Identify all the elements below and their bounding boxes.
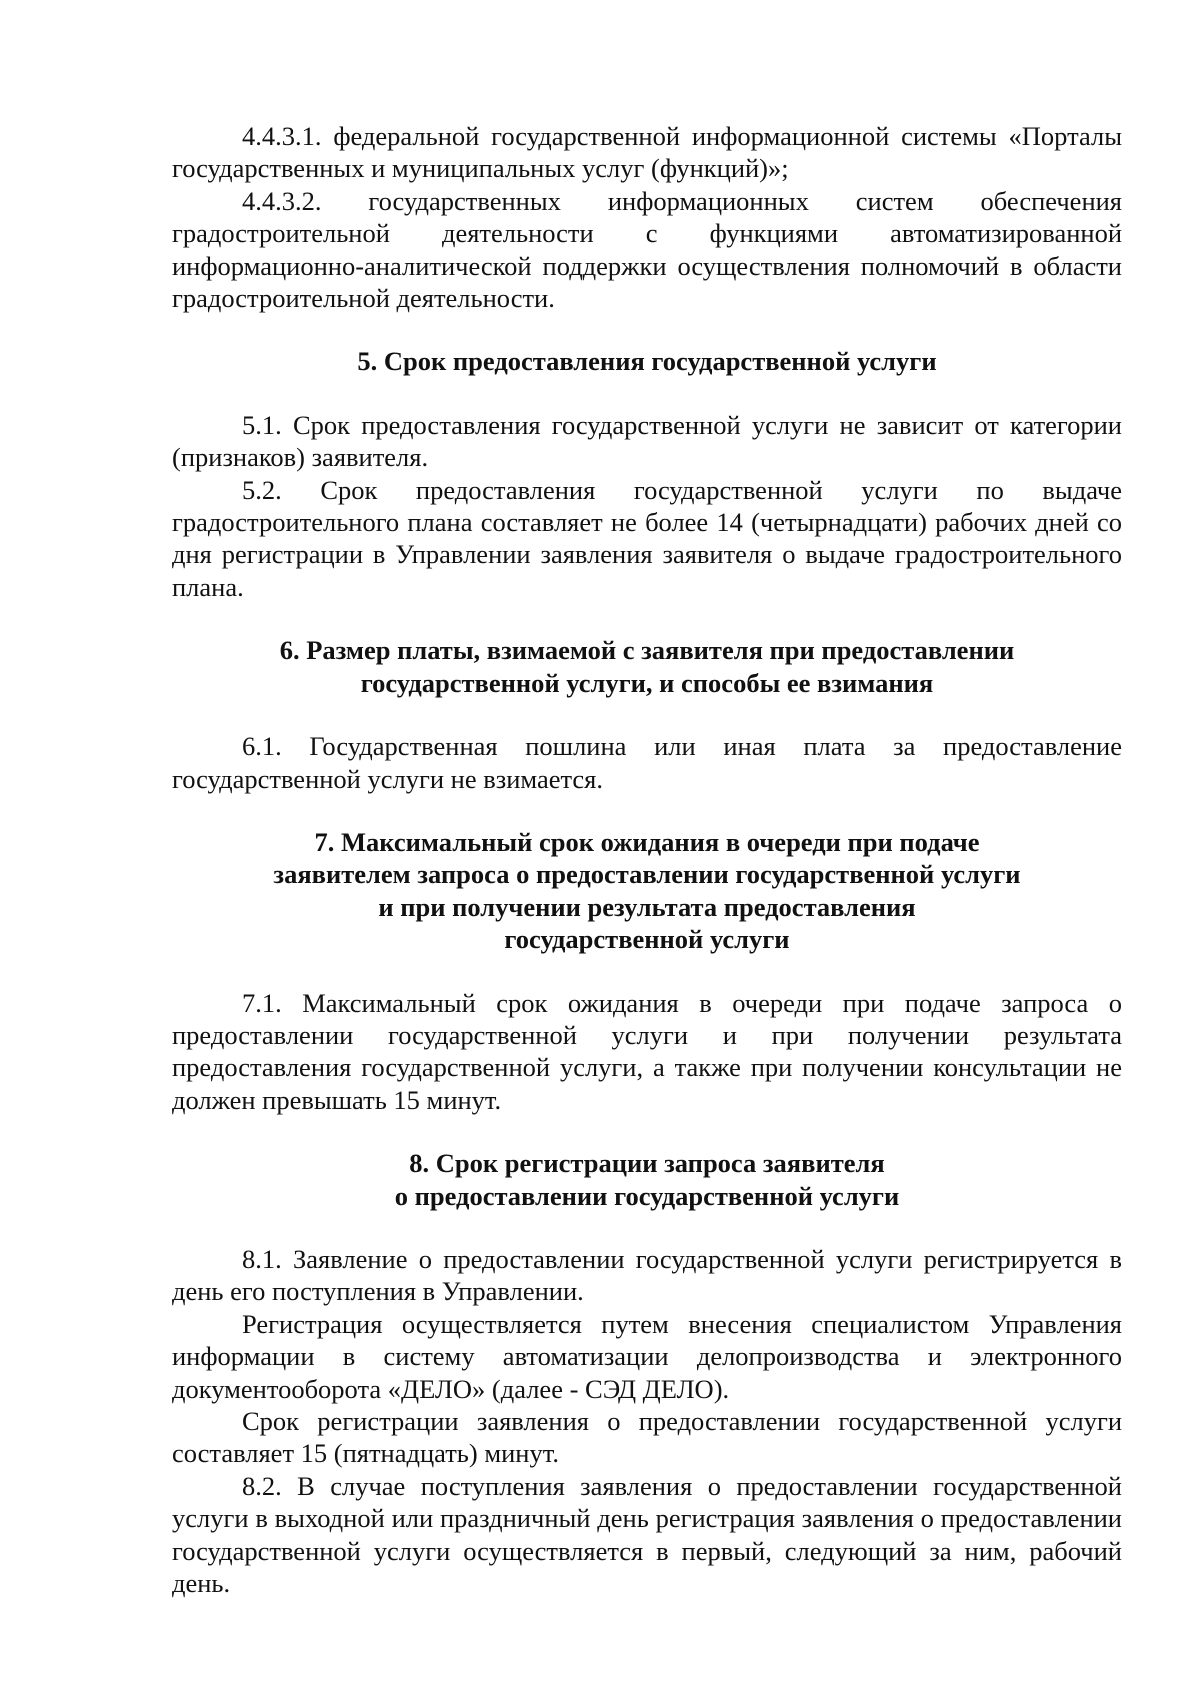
paragraph: 4.4.3.2. государственных информационных систем обеспечения градостроительной деятельности с функциями автоматизированной информационно-аналитической поддержки осуществления полномочий в области градостроительной деятельности.	[172, 185, 1122, 314]
section-heading	[172, 1147, 1122, 1212]
heading-line: государственной услуги, и способы ее взимания	[360, 667, 934, 698]
paragraph: 5.2. Срок предоставления государственной услуги по выдаче градостроительного плана составляет не более 14 (четырнадцати) рабочих дней со дня регистрации в Управлении заявления заявителя о выдаче градостроительного плана.	[172, 474, 1122, 602]
heading-line: о предоставлении государственной услуги	[394, 1180, 900, 1211]
heading-line: 6. Размер платы, взимаемой с заявителя при предоставлении	[279, 635, 1015, 666]
heading-line: 8. Срок регистрации запроса заявителя	[409, 1148, 885, 1179]
section-heading	[172, 345, 1122, 377]
paragraph: 7.1. Максимальный срок ожидания в очереди при подаче запроса о предоставлении государственной услуги и при получении результата предоставления государственной услуги, а также при получении консультации не должен превышать 15 минут.	[172, 987, 1122, 1115]
section-heading	[172, 634, 1122, 699]
paragraph: Срок регистрации заявления о предоставлении государственной услуги составляет 15 (пятнадцать) минут.	[172, 1406, 1122, 1469]
heading-line: заявителем запроса о предоставлении государственной услуги	[273, 859, 1021, 890]
paragraph: 4.4.3.1. федеральной государственной информационной системы «Порталы государственных и муниципальных услуг (функций)»;	[172, 121, 1122, 184]
paragraph: 6.1. Государственная пошлина или иная плата за предоставление государственной услуги не взимается.	[172, 731, 1122, 794]
paragraph: Регистрация осуществляется путем внесения специалистом Управления информации в систему автоматизации делопроизводства и электронного документооборота «ДЕЛО» (далее - СЭД ДЕЛО).	[172, 1308, 1122, 1404]
heading-line: государственной услуги	[504, 924, 790, 955]
heading-line: 5. Срок предоставления государственной услуги	[357, 346, 937, 377]
section-heading	[172, 826, 1122, 956]
paragraph: 8.2. В случае поступления заявления о предоставлении государственной услуги в выходной или праздничный день регистрация заявления о предоставлении государственной услуги осуществляется в первый, следующий за ним, рабочий день.	[172, 1470, 1122, 1599]
heading-line: 7. Максимальный срок ожидания в очереди при подаче	[314, 826, 980, 857]
document-page	[172, 120, 1122, 1599]
paragraph: 5.1. Срок предоставления государственной услуги не зависит от категории (признаков) заявителя.	[172, 409, 1122, 473]
paragraph: 8.1. Заявление о предоставлении государственной услуги регистрируется в день его поступления в Управлении.	[172, 1243, 1122, 1307]
heading-line: и при получении результата предоставления	[378, 891, 916, 922]
